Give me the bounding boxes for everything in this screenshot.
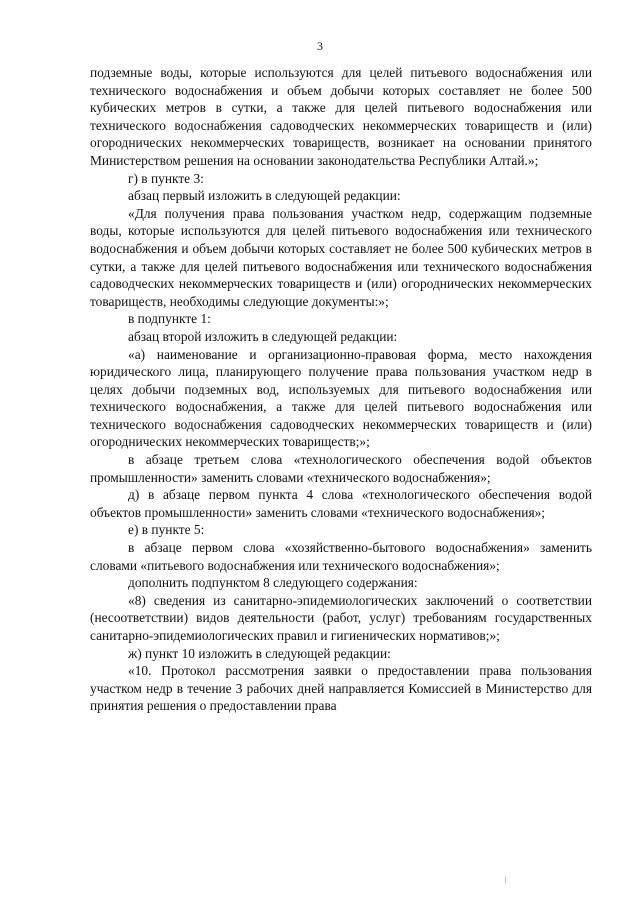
scan-artifact xyxy=(505,877,506,883)
paragraph: дополнить подпунктом 8 следующего содержания: xyxy=(128,575,418,591)
paragraph-item-g: г) в пункте 3: xyxy=(128,170,204,186)
paragraph-quote: «а) наименование и организационно-правовая форма, место нахождения юридического лица, планирующего получение права пользования участком недр в целях добычи подземных вод, используемых для питьевого водоснабжения или технического водоснабжения, а также для целей питьевого водоснабжения или технического водоснабжения садоводческих некоммерческих товариществ и (или) огороднических некоммерческих товариществ;»; xyxy=(90,346,592,450)
paragraph-item-e: е) в пункте 5: xyxy=(128,522,205,538)
paragraph-quote: «Для получения права пользования участком недр, содержащим подземные воды, которые используются для целей питьевого водоснабжения или технического водоснабжения и объем добычи которых составляет не более 500 кубических метров в сутки, а также для целей питьевого водоснабжения или технического водоснабжения садоводческих некоммерческих товариществ и (или) огороднических некоммерческих товариществ, необходимы следующие документы:»; xyxy=(90,205,592,309)
paragraph-item-d: д) в абзаце первом пункта 4 слова «технологического обеспечения водой объектов промышленности» заменить словами «технического водоснабжения»; xyxy=(90,487,592,520)
paragraph: в абзаце первом слова «хозяйственно-бытового водоснабжения» заменить словами «питьевого водоснабжения или технического водоснабжения»; xyxy=(90,540,592,573)
paragraph: в подпункте 1: xyxy=(128,311,211,327)
page-number: 3 xyxy=(317,39,323,53)
paragraph-quote: «10. Протокол рассмотрения заявки о предоставлении права пользования участком недр в течение 3 рабочих дней направляется Комиссией в Министерство для принятия решения о предоставлении права xyxy=(90,663,592,714)
paragraph-item-zh: ж) пункт 10 изложить в следующей редакции: xyxy=(128,645,391,661)
paragraph-quote: «8) сведения из санитарно-эпидемиологических заключений о соответствии (несоответствии) видов деятельности (работ, услуг) требованиям государственных санитарно-эпидемиологических правил и гигиенических нормативов;»; xyxy=(90,592,592,643)
paragraph: абзац второй изложить в следующей редакции: xyxy=(128,328,398,344)
paragraph: абзац первый изложить в следующей редакции: xyxy=(128,188,401,204)
paragraph: в абзаце третьем слова «технологического обеспечения водой объектов промышленности» заменить словами «технического водоснабжения»; xyxy=(90,452,592,485)
paragraph-continuation: подземные воды, которые используются для целей питьевого водоснабжения или технического водоснабжения и объем добычи которых составляет не более 500 кубических метров в сутки, а также для целей питьевого водоснабжения или технического водоснабжения садоводческих некоммерческих товариществ и (или) огороднических некоммерческих товариществ, возникает на основании принятого Министерством решения на основании законодательства Республики Алтай.»; xyxy=(90,65,592,168)
document-body xyxy=(90,64,592,715)
